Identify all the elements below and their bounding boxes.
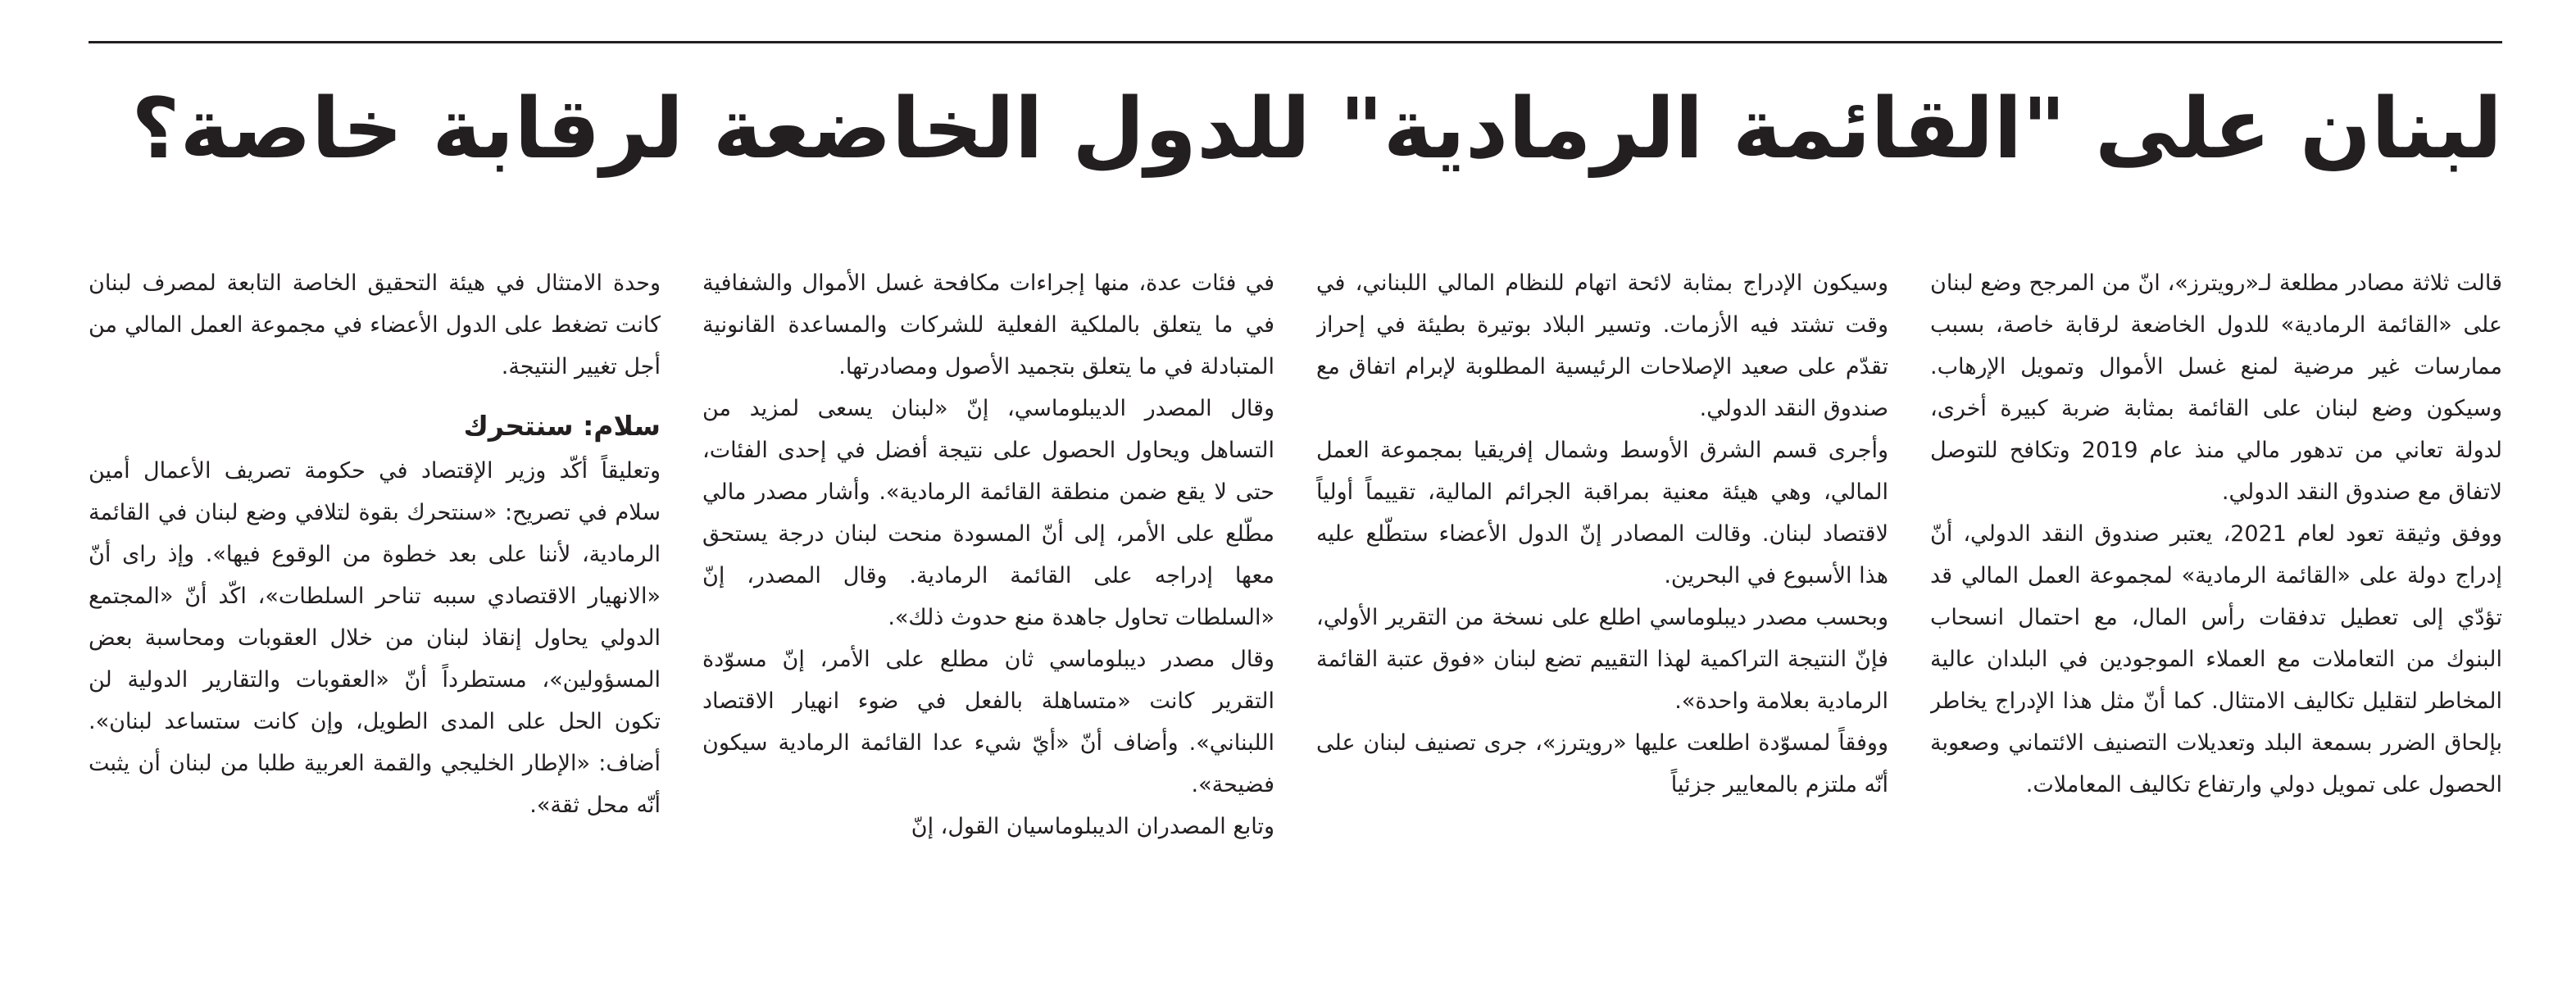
paragraph: وتعليقاً أكّد وزير الإقتصاد في حكومة تصريف الأعمال أمين سلام في تصريح: «سنتحرك بقوة لتلافي وضع لبنان في القائمة الرمادية، لأننا على بعد خطوة من الوقوع فيها». وإذ راى أنّ «الانهيار الاقتصادي سببه تناحر السلطات»، اكّد أنّ «المجتمع الدولي يحاول إنقاذ لبنان من خلال العقوبات ومحاسبة بعض المسؤولين»، مستطرداً أنّ «العقوبات والتقارير الدولية لن تكون الحل على المدى الطويل، وإن كانت ستساعد لبنان». أضاف: «الإطار الخليجي والقمة العربية طلبا من لبنان أن يثبت أنّه محل ثقة». <box>89 458 661 818</box>
article-column-1 <box>1930 262 2502 984</box>
article-column-2 <box>1316 262 1888 984</box>
article-column-4 <box>89 262 661 984</box>
paragraph: وحدة الامتثال في هيئة التحقيق الخاصة التابعة لمصرف لبنان كانت تضغط على الدول الأعضاء في مجموعة العمل المالي من أجل تغيير النتيجة. <box>89 270 661 379</box>
paragraph: وبحسب مصدر ديبلوماسي اطلع على نسخة من التقرير الأولي، فإنّ النتيجة التراكمية لهذا التقييم تضع لبنان «فوق عتبة القائمة الرمادية بعلامة واحدة». <box>1316 605 1888 714</box>
paragraph: وسيكون الإدراج بمثابة لائحة اتهام للنظام المالي اللبناني، في وقت تشتد فيه الأزمات. وتسير البلاد بوتيرة بطيئة في إحراز تقدّم على صعيد الإصلاحات الرئيسية المطلوبة لإبرام اتفاق مع صندوق النقد الدولي. <box>1316 270 1888 421</box>
paragraph: وقال المصدر الديبلوماسي، إنّ «لبنان يسعى لمزيد من التساهل ويحاول الحصول على نتيجة أفضل في إحدى الفئات، حتى لا يقع ضمن منطقة القائمة الرمادية». وأشار مصدر مالي مطّلع على الأمر، إلى أنّ المسودة منحت لبنان درجة يستحق معها إدراجه على القائمة الرمادية. وقال المصدر، إنّ «السلطات تحاول جاهدة منع حدوث ذلك». <box>702 396 1274 630</box>
top-rule <box>89 41 2502 43</box>
paragraph: وتابع المصدران الديبلوماسيان القول، إنّ <box>911 814 1274 839</box>
paragraph: قالت ثلاثة مصادر مطلعة لـ«رويترز»، انّ من المرجح وضع لبنان على «القائمة الرمادية» للدول الخاضعة لرقابة خاصة، بسبب ممارسات غير مرضية لمنع غسل الأموال وتمويل الإرهاب. وسيكون وضع لبنان على القائمة بمثابة ضربة كبيرة أخرى، لدولة تعاني من تدهور مالي منذ عام 2019 وتكافح للتوصل لاتفاق مع صندوق النقد الدولي. <box>1930 270 2502 505</box>
subheading: سلام: سنتحرك <box>463 410 661 442</box>
paragraph: ووفقاً لمسوّدة اطلعت عليها «رويترز»، جرى تصنيف لبنان على أنّه ملتزم بالمعايير جزئياً <box>1316 730 1888 797</box>
paragraph: في فئات عدة، منها إجراءات مكافحة غسل الأموال والشفافية في ما يتعلق بالملكية الفعلية للشركات والمساعدة القانونية المتبادلة في ما يتعلق بتجميد الأصول ومصادرتها. <box>702 270 1274 379</box>
article-columns <box>89 262 2502 984</box>
paragraph: ووفق وثيقة تعود لعام 2021، يعتبر صندوق النقد الدولي، أنّ إدراج دولة على «القائمة الرمادية» لمجموعة العمل المالي قد تؤدّي إلى تعطيل تدفقات رأس المال، مع احتمال انسحاب البنوك من التعاملات مع العملاء الموجودين في البلدان عالية المخاطر لتقليل تكاليف الامتثال. كما أنّ مثل هذا الإدراج يخاطر بإلحاق الضرر بسمعة البلد وتعديلات التصنيف الائتماني وصعوبة الحصول على تمويل دولي وارتفاع تكاليف المعاملات. <box>1930 521 2502 797</box>
headline: لبنان على "القائمة الرمادية" للدول الخاضعة لرقابة خاصة؟ <box>131 80 2502 178</box>
article-column-3 <box>702 262 1274 984</box>
paragraph: وقال مصدر ديبلوماسي ثان مطلع على الأمر، إنّ مسوّدة التقرير كانت «متساهلة بالفعل في ضوء انهيار الاقتصاد اللبناني». وأضاف أنّ «أيّ شيء عدا القائمة الرمادية سيكون فضيحة». <box>702 647 1274 797</box>
paragraph: وأجرى قسم الشرق الأوسط وشمال إفريقيا بمجموعة العمل المالي، وهي هيئة معنية بمراقبة الجرائم المالية، تقييماً أولياً لاقتصاد لبنان. وقالت المصادر إنّ الدول الأعضاء ستطّلع عليه هذا الأسبوع في البحرين. <box>1316 438 1888 588</box>
